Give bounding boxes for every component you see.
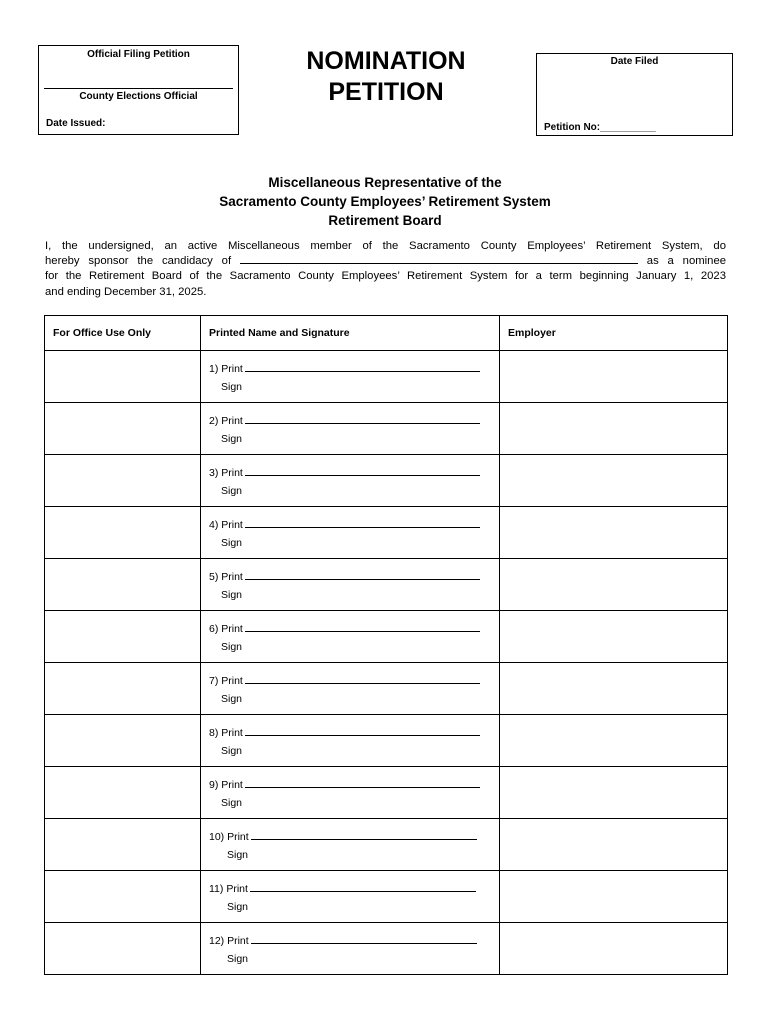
office-use-cell (45, 507, 201, 559)
signature-cell (201, 455, 500, 507)
printed-name-field[interactable] (245, 571, 480, 580)
office-use-cell (45, 611, 201, 663)
print-line (209, 779, 480, 791)
employer-cell[interactable] (500, 715, 728, 767)
sign-label[interactable]: Sign (221, 641, 243, 653)
petition-subtitle (60, 173, 710, 230)
county-elections-official-label: County Elections Official (79, 91, 198, 102)
table-row (45, 611, 728, 663)
filing-box-title: Official Filing Petition (87, 49, 190, 60)
sign-label[interactable]: Sign (221, 693, 243, 705)
employer-cell[interactable] (500, 351, 728, 403)
sign-label[interactable]: Sign (227, 953, 249, 965)
table-row (45, 715, 728, 767)
print-line (209, 675, 480, 687)
signature-cell (201, 351, 500, 403)
print-label: 9) Print (209, 779, 243, 791)
printed-name-field[interactable] (245, 467, 480, 476)
sign-label[interactable]: Sign (227, 849, 249, 861)
office-use-cell (45, 715, 201, 767)
table-row (45, 819, 728, 871)
print-line (209, 415, 480, 427)
header-office-use: For Office Use Only (45, 316, 201, 351)
employer-cell[interactable] (500, 403, 728, 455)
print-label: 1) Print (209, 363, 243, 375)
employer-cell[interactable] (500, 871, 728, 923)
statement-line-1: I, the undersigned, an active Miscellaneous member of the Sacramento County Employees’ Retirement System, do (45, 240, 726, 252)
print-line (209, 935, 477, 947)
table-row (45, 923, 728, 975)
print-line (209, 623, 480, 635)
employer-cell[interactable] (500, 767, 728, 819)
employer-cell[interactable] (500, 507, 728, 559)
sign-label[interactable]: Sign (221, 485, 243, 497)
table-header-row (45, 316, 728, 351)
office-use-cell (45, 923, 201, 975)
print-label: 8) Print (209, 727, 243, 739)
print-line (209, 727, 480, 739)
printed-name-field[interactable] (245, 363, 480, 372)
employer-cell[interactable] (500, 455, 728, 507)
header-name-signature: Printed Name and Signature (201, 316, 500, 351)
printed-name-field[interactable] (245, 415, 480, 424)
office-use-cell (45, 351, 201, 403)
header-employer: Employer (500, 316, 728, 351)
print-label: 4) Print (209, 519, 243, 531)
signature-cell (201, 403, 500, 455)
printed-name-field[interactable] (251, 831, 477, 840)
signature-cell (201, 611, 500, 663)
signature-cell (201, 559, 500, 611)
statement-line-2 (45, 254, 726, 269)
statement-line-2-start: hereby sponsor the candidacy of (45, 255, 232, 268)
print-label: 11) Print (209, 883, 248, 895)
employer-cell[interactable] (500, 559, 728, 611)
table-row (45, 871, 728, 923)
print-line (209, 831, 477, 843)
print-line (209, 883, 476, 895)
employer-cell[interactable] (500, 663, 728, 715)
table-row (45, 767, 728, 819)
printed-name-field[interactable] (251, 935, 477, 944)
print-label: 2) Print (209, 415, 243, 427)
date-filed-box (536, 53, 733, 136)
print-line (209, 363, 480, 375)
table-row (45, 663, 728, 715)
title-line-2: PETITION (328, 78, 444, 106)
statement-line-3: for the Retirement Board of the Sacramento County Employees’ Retirement System for a term beginning January 1, 2023 (45, 270, 726, 283)
signature-cell (201, 871, 500, 923)
office-use-cell (45, 663, 201, 715)
printed-name-field[interactable] (245, 779, 480, 788)
office-use-cell (45, 403, 201, 455)
subtitle-line-3: Retirement Board (328, 213, 442, 228)
print-line (209, 519, 480, 531)
office-use-cell (45, 559, 201, 611)
subtitle-line-2: Sacramento County Employees’ Retirement System (219, 194, 551, 209)
page-title (270, 46, 502, 108)
print-label: 12) Print (209, 935, 249, 947)
printed-name-field[interactable] (245, 675, 480, 684)
sign-label[interactable]: Sign (221, 381, 243, 393)
print-line (209, 467, 480, 479)
print-label: 7) Print (209, 675, 243, 687)
signature-cell (201, 715, 500, 767)
print-line (209, 571, 480, 583)
subtitle-line-1: Miscellaneous Representative of the (268, 175, 502, 190)
sign-label[interactable]: Sign (221, 745, 243, 757)
sponsor-statement (45, 239, 726, 300)
sign-label[interactable]: Sign (221, 537, 243, 549)
signature-table (44, 315, 728, 975)
signature-cell (201, 767, 500, 819)
printed-name-field[interactable] (250, 883, 476, 892)
sign-label[interactable]: Sign (227, 901, 249, 913)
office-use-cell (45, 767, 201, 819)
table-row (45, 507, 728, 559)
signature-cell (201, 507, 500, 559)
statement-line-2-end: as a nominee (646, 255, 727, 268)
employer-cell[interactable] (500, 611, 728, 663)
printed-name-field[interactable] (245, 519, 480, 528)
printed-name-field[interactable] (245, 623, 480, 632)
office-use-cell (45, 819, 201, 871)
date-issued-label: Date Issued: (46, 118, 106, 129)
petition-number-label: Petition No:__________ (544, 122, 656, 133)
employer-cell[interactable] (500, 819, 728, 871)
official-signature-line[interactable] (44, 88, 233, 89)
print-label: 3) Print (209, 467, 243, 479)
print-label: 10) Print (209, 831, 249, 843)
employer-cell[interactable] (500, 923, 728, 975)
table-row (45, 351, 728, 403)
print-label: 5) Print (209, 571, 243, 583)
sign-label[interactable]: Sign (221, 433, 243, 445)
official-filing-box (38, 45, 239, 135)
signature-cell (201, 663, 500, 715)
sign-label[interactable]: Sign (221, 589, 243, 601)
date-filed-label: Date Filed (610, 56, 659, 67)
candidate-name-blank[interactable] (240, 254, 638, 264)
office-use-cell (45, 871, 201, 923)
sign-label[interactable]: Sign (221, 797, 243, 809)
signature-cell (201, 923, 500, 975)
office-use-cell (45, 455, 201, 507)
table-row (45, 403, 728, 455)
signature-cell (201, 819, 500, 871)
signature-rows (45, 351, 728, 975)
title-line-1: NOMINATION (306, 47, 466, 75)
statement-line-4: and ending December 31, 2025. (45, 285, 207, 298)
table-row (45, 455, 728, 507)
table-row (45, 559, 728, 611)
print-label: 6) Print (209, 623, 243, 635)
printed-name-field[interactable] (245, 727, 480, 736)
